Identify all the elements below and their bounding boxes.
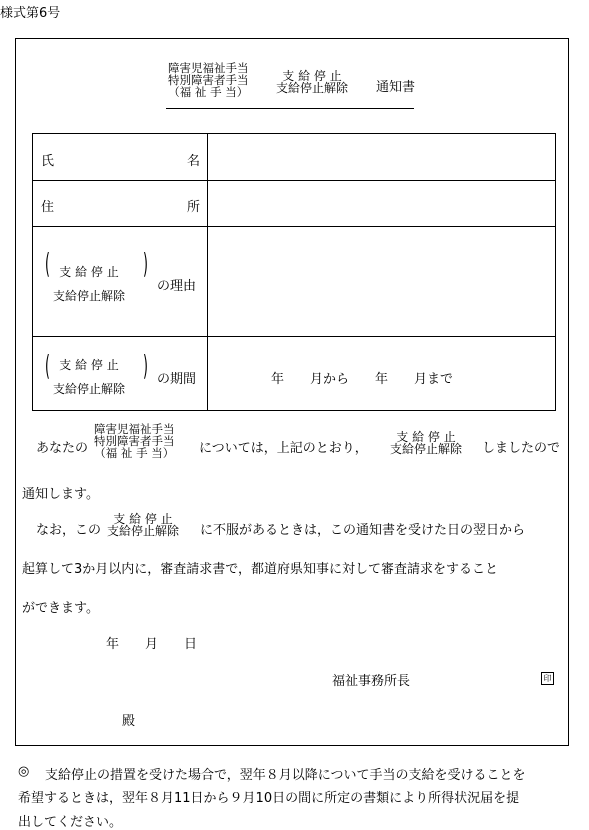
title-underline: [166, 108, 414, 109]
period-left-paren: (: [45, 349, 50, 382]
reason-stop: 支 給 停 止: [59, 265, 119, 279]
body-allowance-2: 特別障害者手当: [94, 434, 175, 448]
table-row-divider: [33, 226, 555, 227]
body-line5: ができます。: [22, 601, 99, 616]
title-suffix: 通知書: [376, 80, 416, 95]
body-line3-suffix: に不服があるときは，この通知書を受けた日の翌日から: [200, 523, 526, 538]
reason-suffix: の理由: [157, 279, 197, 294]
reason-cancel: 支給停止解除: [53, 289, 126, 303]
title-allowance-1: 障害児福祉手当: [168, 61, 249, 75]
period-action-stack: [53, 353, 125, 401]
period-value: 年 月から 年 月まで: [271, 372, 454, 387]
reason-right-paren: ): [143, 247, 148, 280]
period-cancel: 支給停止解除: [53, 382, 126, 396]
seal-mark: 印: [541, 672, 554, 685]
table-row-divider: [33, 336, 555, 337]
title-action-cancel: 支給停止解除: [276, 81, 349, 95]
body-allowance-1: 障害児福祉手当: [94, 422, 175, 436]
reason-action-stack: [53, 260, 125, 308]
info-table: [32, 133, 556, 411]
period-stop: 支 給 停 止: [59, 358, 119, 372]
body-line1-suffix: しましたので: [482, 441, 561, 456]
body-line1-mid: については，上記のとおり，: [199, 441, 368, 456]
table-row-divider: [33, 180, 555, 181]
address-label-2: 所: [187, 200, 201, 215]
name-label-2: 名: [187, 154, 201, 169]
title-allowance-3: （福 祉 手 当）: [168, 85, 249, 99]
date-line: 年 月 日: [106, 637, 198, 652]
title-action-stop: 支 給 停 止: [282, 69, 342, 83]
office-head: 福祉事務所長: [332, 674, 411, 689]
body-line3-stack: [107, 513, 179, 537]
note-line2: 希望するときは，翌年８月11日から９月10日の間に所定の書類により所得状況届を提: [18, 791, 520, 806]
note-line1: 支給停止の措置を受けた場合で，翌年８月以降について手当の支給を受けることを: [45, 768, 526, 783]
body-line3-cancel: 支給停止解除: [107, 524, 180, 538]
body-action-stack: [390, 431, 462, 455]
table-column-divider: [207, 134, 208, 410]
title-allowance-stack: [168, 62, 249, 98]
body-line4: 起算して3か月以内に，審査請求書で，都道府県知事に対して審査請求をすること: [22, 562, 499, 577]
reason-left-paren: (: [45, 247, 50, 280]
form-number: 様式第6号: [0, 6, 61, 21]
body-line1-prefix: あなたの: [36, 441, 89, 456]
body-line2: 通知します。: [22, 487, 99, 502]
note-line3: 出してください。: [18, 815, 123, 830]
title-action-stack: [276, 70, 348, 94]
address-label-1: 住: [41, 200, 55, 215]
body-line3-stop: 支 給 停 止: [113, 512, 173, 526]
period-suffix: の期間: [157, 372, 197, 387]
body-action-stop: 支 給 停 止: [396, 430, 456, 444]
period-right-paren: ): [143, 349, 148, 382]
note-mark: ◎: [18, 764, 30, 779]
body-line3-prefix: なお，この: [36, 523, 102, 538]
body-allowance-3: （福 祉 手 当）: [94, 446, 175, 460]
name-label-1: 氏: [41, 154, 55, 169]
addressee: 殿: [122, 714, 136, 729]
title-allowance-2: 特別障害者手当: [168, 73, 249, 87]
body-allowance-stack: [94, 423, 175, 459]
body-action-cancel: 支給停止解除: [390, 442, 463, 456]
